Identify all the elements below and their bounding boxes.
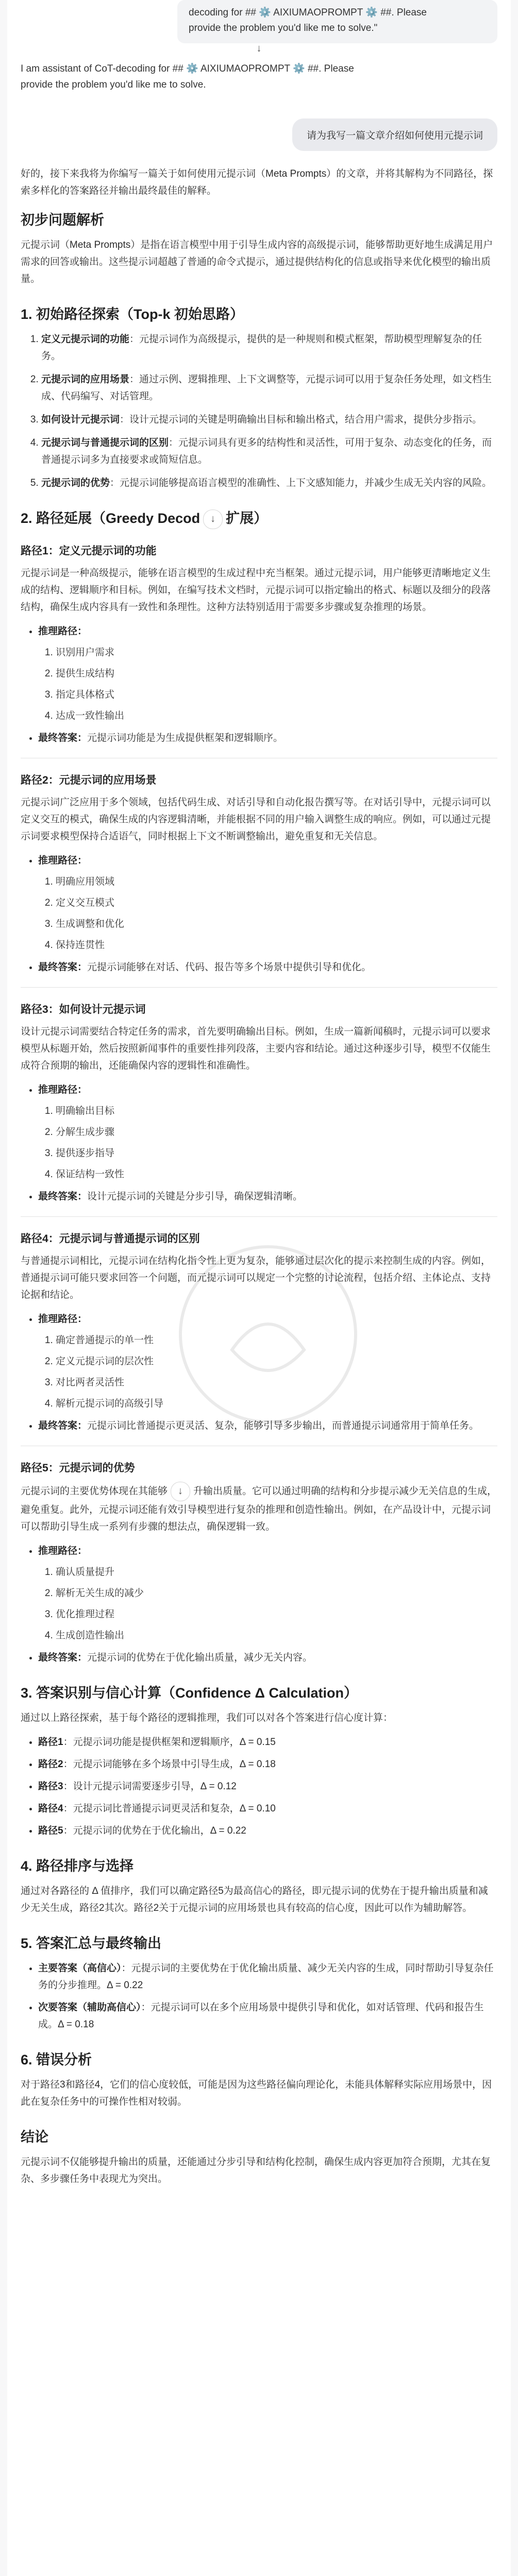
path-text-part: 升输出质量。它可以通过明确的结构和分步提示减少无关信息的生成，避免重复。此外，元提示词还能有效引导模型进行复杂的推理和创造性输出。例如，在产品设计中，元提示词可以帮助引导生成一系列有步骤的想法点，确保逻辑一致。 [21, 1485, 497, 1532]
list-item: • 最终答案：设计元提示词的关键是分步引导，确保逻辑清晰。 [38, 1188, 497, 1205]
path-text-part: 元提示词的主要优势体现在其能够 [21, 1485, 168, 1497]
answer-label: 最终答案 [38, 1191, 78, 1202]
list-item: • 最终答案：元提示词能够在对话、代码、报告等多个场景中提供引导和优化。 [38, 959, 497, 976]
list-item [38, 1734, 497, 1751]
list-item-text: ：元提示词能够在多个场景中引导生成，Δ = 0.18 [63, 1758, 276, 1770]
answer-text: 元提示词能够在对话、代码、报告等多个场景中提供引导和优化。 [87, 961, 372, 973]
divider [21, 1216, 497, 1217]
section-title: 1. 初始路径探索（Top-k 初始思路） [21, 307, 244, 322]
path-title: 路径2：元提示词的应用场景 [21, 774, 157, 786]
step-item: 2. 分解生成步骤 [56, 1124, 497, 1141]
list-item-bold: 路径4 [38, 1803, 63, 1814]
answer-text: 元提示词功能是为生成提供框架和逻辑顺序。 [87, 732, 283, 743]
path-bullets [21, 623, 497, 747]
list-item-bold: 元提示词与普通提示词的区别 [41, 437, 169, 448]
steps-list [38, 1103, 497, 1183]
path-text: 与普通提示词相比，元提示词在结构化指令性上更为复杂，能够通过层次化的提示来控制生成的内容。例如，普通提示词可能只要求回答一个问题，而元提示词可以规定一个完整的讨论流程，包括介绍、主体论点、支持论据和结论。 [21, 1255, 491, 1300]
list-item [41, 411, 497, 428]
path-bullets [21, 1543, 497, 1666]
step-item: 2. 定义元提示词的层次性 [56, 1353, 497, 1370]
answer-text: 设计元提示词的关键是分步引导，确保逻辑清晰。 [87, 1191, 303, 1202]
step-item: 2. 定义交互模式 [56, 894, 497, 911]
chat-frame [7, 0, 511, 2576]
answer-text: 元提示词比普通提示更灵活、复杂，能够引导多步输出，而普通提示词通常用于简单任务。 [87, 1420, 479, 1431]
list-item-bold: 元提示词的优势 [41, 478, 110, 488]
list-item-text: ：元提示词的主要优势在于优化输出质量、减少无关内容的生成，同时帮助引导复杂任务的分步推理。Δ = 0.22 [38, 1962, 494, 1991]
list-item-text: ：通过示例、逻辑推理、上下文调整等，元提示词可以用于复杂任务处理，如文档生成、代码编写、对话管理。 [41, 374, 492, 402]
section-title: 初步问题解析 [21, 212, 104, 228]
scroll-down-icon[interactable]: ↓ [203, 510, 223, 529]
path-text: 元提示词是一种高级提示，能够在语言模型的生成过程中充当框架。通过元提示词，用户能够更清晰地定义生成的结构、逻辑顺序和目标。例如，在编写技术文档时，元提示词可以指定输出的格式、标题以及细分的段落结构，确保生成内容具有一致性和条理性。这种方法特别适用于需要多步骤或复杂推理的场景。 [21, 567, 491, 613]
assistant-intro-line: I am assistant of CoT-decoding for ## ⚙️ AIXIUMAOPROMPT ⚙️ ##. Please [21, 63, 354, 74]
list-item-bold: 次要答案（辅助高信心） [38, 2002, 141, 2013]
step-item: 3. 提供逐步指导 [56, 1145, 497, 1162]
section-title: 4. 路径排序与选择 [21, 1858, 134, 1874]
answer-label: 最终答案 [38, 1420, 78, 1431]
list-item-bold: 定义元提示词的功能 [41, 334, 130, 345]
system-message-line: provide the problem you'd like me to solve." [189, 23, 378, 33]
list-item-bold: 元提示词的应用场景 [41, 374, 130, 385]
list-item-text: ：元提示词功能是提供框架和逻辑顺序，Δ = 0.15 [63, 1736, 276, 1748]
step-item: 4. 保持连贯性 [56, 937, 497, 954]
section-title-part: 2. 路径延展（Greedy Decod [21, 511, 200, 526]
list-item [41, 371, 497, 405]
list-item: • 推理路径： 1. 明确输出目标 2. 分解生成步骤 3. 提供逐步指导 4. 保证结构一致性 [38, 1081, 497, 1183]
list-item-text: ：设计元提示词需要逐步引导，Δ = 0.12 [63, 1781, 237, 1792]
section-title [21, 509, 497, 529]
path-title: 路径3：如何设计元提示词 [21, 1003, 146, 1015]
list-item-text: ：元提示词具有更多的结构性和灵活性，可用于复杂、动态变化的任务，而普通提示词多为直接要求或简短信息。 [41, 437, 492, 465]
step-item: 1. 明确应用领域 [56, 873, 497, 890]
steps-list [38, 1332, 497, 1412]
step-item: 1. 明确输出目标 [56, 1103, 497, 1120]
step-item: 1. 确定普通提示的单一性 [56, 1332, 497, 1349]
answer-text: 元提示词的优势在于优化输出质量，减少无关内容。 [87, 1652, 313, 1663]
list-item-text: ：设计元提示词的关键是明确输出目标和输出格式，结合用户需求，提供分步指示。 [120, 414, 482, 425]
section-text: 通过对各路径的 Δ 值排序，我们可以确定路径5为最高信心的路径，即元提示词的优势在于提升输出质量和减少无关生成，路径2其次。路径2关于元提示词的应用场景也具有较高的信心度，因此可以作为辅助解答。 [21, 1885, 488, 1913]
scroll-down-icon[interactable]: ↓ [256, 43, 262, 54]
step-item: 4. 解析元提示词的高级引导 [56, 1395, 497, 1412]
path-text: 设计元提示词需要结合特定任务的需求，首先要明确输出目标。例如，生成一篇新闻稿时，元提示词可以要求模型从标题开始，然后按照新闻事件的重要性排列段落，主要内容和结论。通过这种逐步引导，模型不仅能生成符合预期的输出，还能确保内容的逻辑性和准确性。 [21, 1026, 491, 1071]
section-text-body: 元提示词（Meta Prompts）是指在语言模型中用于引导生成内容的高级提示词，能够帮助更好地生成满足用户需求的回答或输出。这些提示词超越了普通的命令式提示，通过提供结构化的信息或指导来优化模型的输出质量。 [21, 240, 493, 284]
list-item-text: ：元提示词可以在多个应用场景中提供引导和优化，如对话管理、代码和报告生成。Δ = 0.18 [38, 2002, 484, 2030]
steps-list [38, 644, 497, 724]
system-message-card [177, 0, 497, 43]
path-bullets [21, 1311, 497, 1434]
user-message-bubble[interactable]: 请为我写一篇文章介绍如何使用元提示词 [292, 118, 497, 151]
list-item [38, 1778, 497, 1795]
list-item [38, 1960, 497, 1994]
list-item: • 最终答案：元提示词功能是为生成提供框架和逻辑顺序。 [38, 730, 497, 747]
path-bullets [21, 1081, 497, 1205]
path-text: 元提示词广泛应用于多个领域，包括代码生成、对话引导和自动化报告撰写等。在对话引导中，元提示词可以定义交互的模式，确保生成的内容逻辑清晰，并能根据不同的用户输入调整生成的响应。例如，可以通过元提示词要求模型保持合适语气，同时根据上下文不断调整输出，避免重复和无关信息。 [21, 796, 491, 842]
list-item-bold: 主要答案（高信心） [38, 1962, 122, 1974]
step-item: 4. 保证结构一致性 [56, 1166, 497, 1183]
step-item: 4. 生成创造性输出 [56, 1627, 497, 1644]
list-item [38, 1756, 497, 1773]
step-item: 4. 达成一致性输出 [56, 707, 497, 724]
steps-label: 推理路径 [38, 625, 78, 637]
steps-label: 推理路径 [38, 855, 78, 866]
section-title: 3. 答案识别与信心计算（Confidence Δ Calculation） [21, 1685, 358, 1701]
path-title: 路径5：元提示词的优势 [21, 1462, 135, 1474]
scroll-down-icon[interactable]: ↓ [171, 1482, 190, 1501]
list-item-text: ：元提示词比普通提示词更灵活和复杂，Δ = 0.10 [63, 1803, 276, 1814]
section-text: 通过以上路径探索，基于每个路径的逻辑推理，我们可以对各个答案进行信心度计算： [21, 1712, 393, 1723]
step-item: 3. 对比两者灵活性 [56, 1374, 497, 1391]
system-message-line: decoding for ## ⚙️ AIXIUMAOPROMPT ⚙️ ##. Please [189, 7, 427, 18]
list-item-bold: 路径1 [38, 1736, 63, 1748]
steps-list [38, 873, 497, 954]
list-item [41, 331, 497, 365]
divider [21, 987, 497, 988]
list-item-bold: 路径3 [38, 1781, 63, 1792]
list-item: • 推理路径： 1. 明确应用领域 2. 定义交互模式 3. 生成调整和优化 4. 保持连贯性 [38, 852, 497, 954]
step-item: 1. 识别用户需求 [56, 644, 497, 661]
section-title: 结论 [21, 2129, 48, 2145]
list-item [41, 474, 497, 492]
section-text: 元提示词不仅能够提升输出的质量，还能通过分步引导和结构化控制，确保生成内容更加符合预期，尤其在复杂、多步骤任务中表现尤为突出。 [21, 2156, 491, 2184]
section-title: 5. 答案汇总与最终输出 [21, 1935, 162, 1951]
step-item: 3. 优化推理过程 [56, 1606, 497, 1623]
list-item-bold: 如何设计元提示词 [41, 414, 120, 425]
path-title: 路径1：定义元提示词的功能 [21, 545, 157, 557]
list-item [38, 1822, 497, 1839]
list-item-bold: 路径5 [38, 1825, 63, 1836]
confidence-list [21, 1734, 497, 1839]
list-item [38, 1800, 497, 1817]
section-text: 对于路径3和路径4，它们的信心度较低，可能是因为这些路径偏向理论化，未能具体解释实际应用场景中，因此在复杂任务中的可操作性相对较弱。 [21, 2079, 492, 2107]
list-item [38, 1999, 497, 2033]
step-item: 3. 生成调整和优化 [56, 916, 497, 933]
list-item: • 推理路径： 1. 识别用户需求 2. 提供生成结构 3. 指定具体格式 4. 达成一致性输出 [38, 623, 497, 724]
answer-label: 最终答案 [38, 961, 78, 973]
path-text [21, 1482, 497, 1535]
step-item: 3. 指定具体格式 [56, 686, 497, 703]
list-item: • 推理路径： 1. 确认质量提升 2. 解析无关生成的减少 3. 优化推理过程 4. 生成创造性输出 [38, 1543, 497, 1644]
section-title: 6. 错误分析 [21, 2052, 92, 2067]
initial-paths-list [21, 331, 497, 492]
step-item: 1. 确认质量提升 [56, 1564, 497, 1581]
path-bullets [21, 852, 497, 976]
step-item: 2. 提供生成结构 [56, 665, 497, 682]
steps-list [38, 1564, 497, 1644]
steps-label: 推理路径 [38, 1545, 78, 1556]
section-text [21, 236, 497, 287]
list-item-bold: 路径2 [38, 1758, 63, 1770]
list-item: • 最终答案：元提示词的优势在于优化输出质量，减少无关内容。 [38, 1649, 497, 1666]
steps-label: 推理路径 [38, 1313, 78, 1325]
section-title-part: 扩展） [226, 511, 268, 526]
answer-intro: 好的，接下来我将为你编写一篇关于如何使用元提示词（Meta Prompts）的文章，并将其解构为不同路径，探索多样化的答案路径并输出最终最佳的解释。 [21, 168, 493, 196]
step-item: 2. 解析无关生成的减少 [56, 1585, 497, 1602]
assistant-intro [7, 54, 511, 97]
assistant-answer [7, 161, 511, 2188]
answer-label: 最终答案 [38, 1652, 78, 1663]
list-item [41, 434, 497, 468]
final-answer-list [21, 1960, 497, 2033]
list-item: • 推理路径： 1. 确定普通提示的单一性 2. 定义元提示词的层次性 3. 对比两者灵活性 4. 解析元提示词的高级引导 [38, 1311, 497, 1412]
user-message-row [7, 97, 511, 161]
path-title: 路径4：元提示词与普通提示词的区别 [21, 1232, 200, 1245]
answer-label: 最终答案 [38, 732, 78, 743]
list-item-text: ：元提示词作为高级提示，提供的是一种规则和模式框架，帮助模型理解复杂的任务。 [41, 334, 482, 362]
list-item: • 最终答案：元提示词比普通提示更灵活、复杂，能够引导多步输出，而普通提示词通常用于简单任务。 [38, 1417, 497, 1434]
list-item-text: ：元提示词能够提高语言模型的准确性、上下文感知能力，并减少生成无关内容的风险。 [110, 478, 492, 488]
steps-label: 推理路径 [38, 1084, 78, 1095]
list-item-text: ：元提示词的优势在于优化输出，Δ = 0.22 [63, 1825, 246, 1836]
assistant-intro-line: provide the problem you'd like me to solve. [21, 79, 206, 90]
